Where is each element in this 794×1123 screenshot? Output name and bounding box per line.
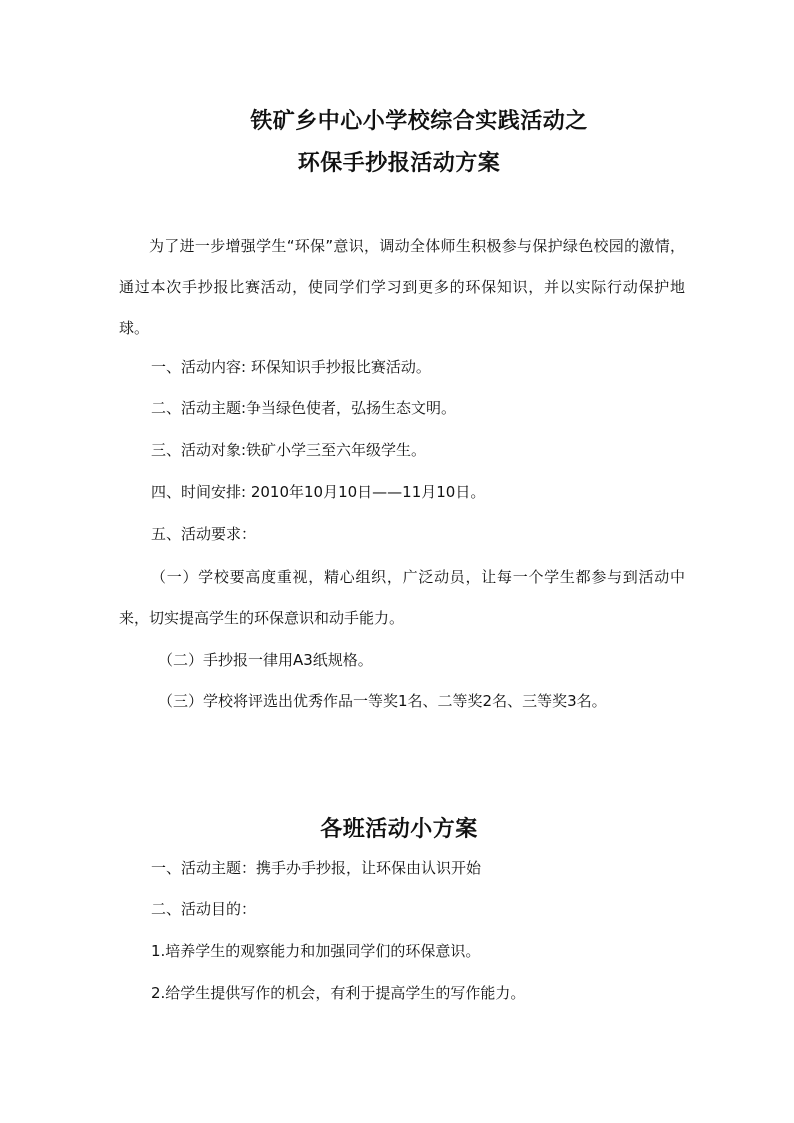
requirement-item-2: （二）手抄报一律用A3纸规格。 [158,651,373,669]
document-subtitle: 环保手抄报活动方案 [297,150,501,176]
requirement-item-3: （三）学校将评选出优秀作品一等奖1名、二等奖2名、三等奖3名。 [158,692,607,710]
requirements-heading: 五、活动要求： [151,525,257,543]
activity-theme: 二、活动主题:争当绿色使者，弘扬生态文明。 [151,399,457,417]
class-goal-item-1: 1.培养学生的观察能力和加强同学们的环保意识。 [151,942,481,960]
document-title: 铁矿乡中心小学校综合实践活动之 [250,108,588,134]
activity-content: 一、活动内容: 环保知识手抄报比赛活动。 [151,358,431,376]
intro-paragraph: 为了进一步增强学生“环保”意识，调动全体师生积极参与保护绿色校园的激情，通过本次手抄报比赛活动，使同学们学习到更多的环保知识，并以实际行动保护地球。 [119,237,685,337]
activity-schedule: 四、时间安排: 2010年10月10日——11月10日。 [151,483,486,501]
class-activity-theme: 一、活动主题：携手办手抄报，让环保由认识开始 [151,859,482,877]
class-activity-goal-heading: 二、活动目的： [151,900,257,918]
section-title: 各班活动小方案 [320,816,478,842]
class-goal-item-2: 2.给学生提供写作的机会，有利于提高学生的写作能力。 [151,984,526,1002]
activity-target: 三、活动对象:铁矿小学三至六年级学生。 [151,441,427,459]
requirement-item-1: （一）学校要高度重视，精心组织，广泛动员，让每一个学生都参与到活动中来，切实提高学生的环保意识和动手能力。 [119,568,685,627]
